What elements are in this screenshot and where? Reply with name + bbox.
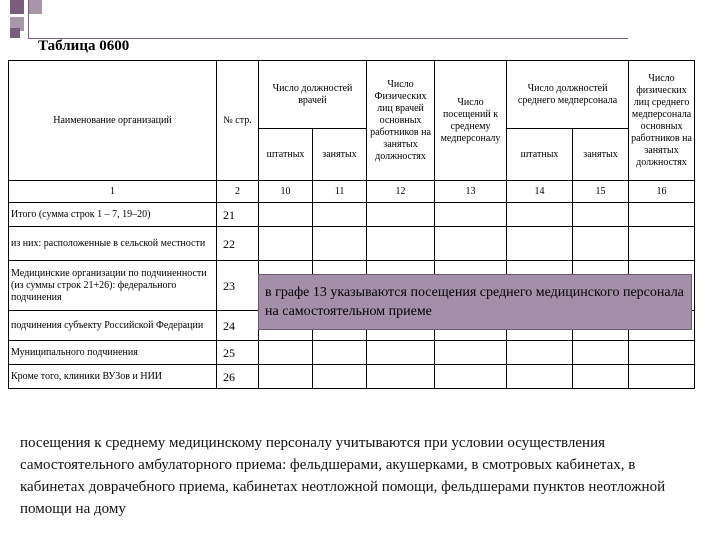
col-number: 1 (9, 181, 217, 203)
data-cell[interactable] (573, 365, 629, 389)
header-staff-nurses: штатных (507, 129, 573, 181)
page-title: Таблица 0600 (38, 38, 130, 54)
callout-note: в графе 13 указываются посещения среднего медицинского персонала на самостоятельном приеме (258, 274, 692, 330)
header-phys-nurses: Число физических лиц среднего медперсонала основных работников на занятых должностях (629, 61, 695, 181)
data-cell[interactable] (313, 227, 367, 261)
header-visits: Число посещений к среднему медперсоналу (435, 61, 507, 181)
data-cell[interactable] (367, 203, 435, 227)
data-cell[interactable] (507, 227, 573, 261)
header-nurse-positions: Число должностей среднего медперсонала (507, 61, 629, 129)
col-number: 15 (573, 181, 629, 203)
header-occupied-nurses: занятых (573, 129, 629, 181)
row-number: 21 (217, 203, 259, 227)
row-number: 23 (217, 261, 259, 311)
row-number: 24 (217, 311, 259, 341)
data-cell[interactable] (435, 227, 507, 261)
data-cell[interactable] (313, 365, 367, 389)
data-cell[interactable] (435, 341, 507, 365)
data-cell[interactable] (507, 203, 573, 227)
row-name: Кроме того, клиники ВУЗов и НИИ (9, 365, 217, 389)
data-cell[interactable] (573, 203, 629, 227)
col-number: 2 (217, 181, 259, 203)
data-cell[interactable] (629, 203, 695, 227)
row-number: 25 (217, 341, 259, 365)
data-cell[interactable] (313, 203, 367, 227)
data-cell[interactable] (367, 341, 435, 365)
data-cell[interactable] (573, 341, 629, 365)
header-staff: штатных (259, 129, 313, 181)
data-cell[interactable] (367, 227, 435, 261)
data-cell[interactable] (259, 203, 313, 227)
row-name: из них: расположенные в сельской местности (9, 227, 217, 261)
col-number: 10 (259, 181, 313, 203)
table-row (9, 365, 695, 389)
data-cell[interactable] (629, 227, 695, 261)
data-cell[interactable] (507, 365, 573, 389)
decor-square (10, 0, 24, 14)
row-name: Медицинские организации по подчиненности (из суммы строк 21+26): федерального подчинения (9, 261, 217, 311)
header-row-num: № стр. (217, 61, 259, 181)
data-cell[interactable] (573, 227, 629, 261)
header-phys-doctors: Число Физических лиц врачей основных работников на занятых должностях (367, 61, 435, 181)
col-number: 11 (313, 181, 367, 203)
row-number: 26 (217, 365, 259, 389)
col-number: 12 (367, 181, 435, 203)
row-name: подчинения субъекту Российской Федерации (9, 311, 217, 341)
row-name: Итого (сумма строк 1 – 7, 19–20) (9, 203, 217, 227)
header-doctor-positions: Число должностей врачей (259, 61, 367, 129)
col-number: 14 (507, 181, 573, 203)
data-cell[interactable] (259, 365, 313, 389)
form-table (8, 60, 695, 389)
row-name: Муниципального подчинения (9, 341, 217, 365)
table-row (9, 341, 695, 365)
col-number: 13 (435, 181, 507, 203)
data-cell[interactable] (313, 341, 367, 365)
data-cell[interactable] (507, 341, 573, 365)
decor-square (28, 0, 42, 14)
data-cell[interactable] (259, 227, 313, 261)
header-org-name: Наименование организаций (9, 61, 217, 181)
data-cell[interactable] (629, 365, 695, 389)
decor-square (10, 28, 20, 38)
row-number: 22 (217, 227, 259, 261)
explanatory-note: посещения к среднему медицинскому персоналу учитываются при условии осуществления самостоятельного амбулаторного приема: фельдшерами, акушерками, в смотровых кабинетах, в кабинетах доврачебного приема, кабинетах неотложной помощи, фельдшерами пунктов неотложной помощи на дому (20, 435, 666, 517)
table-row (9, 203, 695, 227)
data-cell[interactable] (629, 341, 695, 365)
table-row (9, 227, 695, 261)
decor-line (28, 0, 29, 38)
data-cell[interactable] (435, 365, 507, 389)
data-cell[interactable] (367, 365, 435, 389)
col-number: 16 (629, 181, 695, 203)
data-cell[interactable] (435, 203, 507, 227)
data-cell[interactable] (259, 341, 313, 365)
header-occupied: занятых (313, 129, 367, 181)
